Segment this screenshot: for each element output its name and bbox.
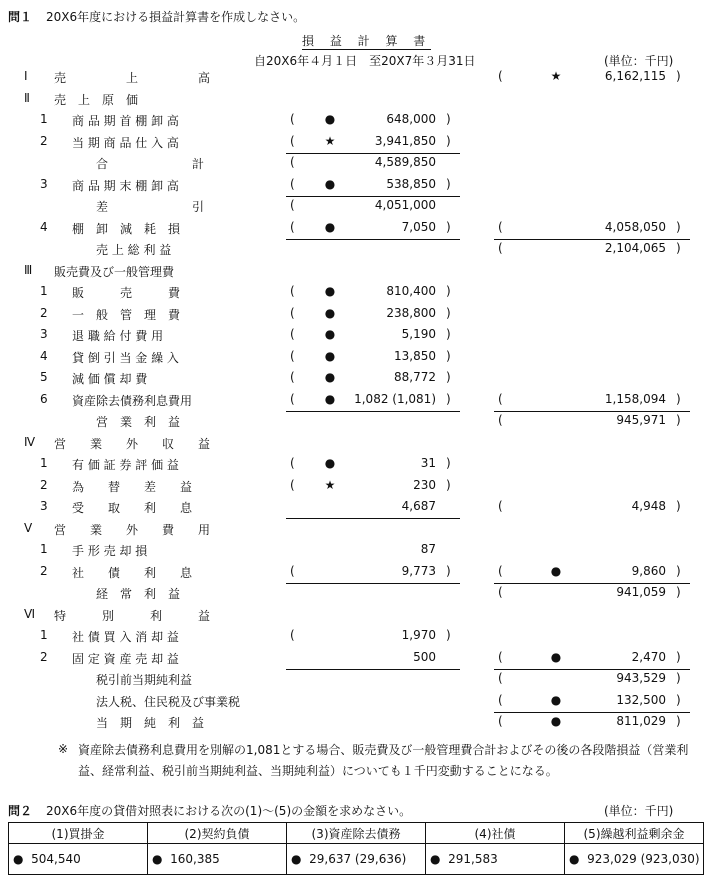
amount-outer: 4,948 (631, 499, 666, 513)
item-number: 3 (40, 176, 48, 191)
row-label: 法人税、住民税及び事業税 (96, 694, 241, 709)
bs-value: 29,637 (29,636) (309, 852, 407, 866)
item-number: 2 (40, 563, 48, 578)
underline (286, 153, 460, 154)
mark-symbol: ● (324, 348, 336, 363)
row-label: 販売費及び一般管理費 (54, 264, 175, 279)
paren-open: ( (290, 563, 295, 578)
paren-close: ) (446, 477, 451, 492)
section-numeral: Ⅴ (24, 520, 33, 535)
amount-inner: 9,773 (401, 563, 436, 578)
paren-open: ( (290, 370, 295, 384)
statement-row (0, 650, 718, 672)
paren-close: ) (446, 305, 451, 320)
amount-inner: 88,772 (394, 370, 436, 384)
bs-cell (287, 844, 426, 875)
statement-row (0, 413, 718, 435)
note-text: 資産除去債務利息費用を別解の1,081とする場合、販売費及び一般管理費合計およびその後の各段階損益（営業利益、経常利益、税引前当期純利益、当期純利益）についても１千円変動することになる。 (78, 743, 689, 778)
row-label: 受 取 利 息 (72, 501, 193, 515)
statement-row (0, 671, 718, 693)
row-label: 合 計 (96, 157, 205, 171)
mark-symbol: ★ (550, 69, 562, 83)
section-numeral: Ⅲ (24, 262, 33, 277)
underline (494, 583, 690, 584)
paren-open: ( (290, 628, 295, 642)
statement-row (0, 564, 718, 586)
paren-open: ( (290, 477, 295, 492)
mark-symbol: ● (324, 176, 336, 191)
amount-inner: 87 (420, 542, 436, 556)
statement-row (0, 521, 718, 543)
amount-outer: 132,500 (616, 692, 666, 707)
paren-close: ) (446, 370, 451, 384)
amount-inner: 1,970 (401, 628, 436, 642)
mark-symbol: ● (324, 370, 336, 384)
row-label: 販 売 費 (72, 286, 181, 300)
amount-inner: 500 (413, 649, 436, 664)
bs-value: 160,385 (170, 852, 220, 866)
section-numeral: Ⅵ (24, 606, 36, 621)
row-label: 社 債 買 入 消 却 益 (72, 630, 179, 644)
item-number: 1 (40, 456, 48, 470)
item-number: 1 (40, 542, 48, 556)
amount-inner: 4,687 (401, 499, 436, 513)
row-label: 差 引 (96, 200, 205, 214)
row-label: 営 業 利 益 (96, 415, 181, 429)
bs-value: 291,583 (448, 852, 498, 866)
item-number: 2 (40, 649, 48, 664)
statement-row (0, 456, 718, 478)
statement-row (0, 91, 718, 113)
item-number: 6 (40, 391, 48, 406)
statement-row (0, 585, 718, 607)
amount-inner: 4,051,000 (374, 198, 436, 212)
amount-outer: 2,470 (631, 649, 666, 664)
bs-mark: ● (152, 852, 163, 866)
statement-period: 自20X6年４月１日 至20X7年３月31日 (254, 54, 476, 68)
amount-inner: 810,400 (386, 284, 436, 298)
row-label: 営 業 外 収 益 (54, 436, 211, 451)
statement-row (0, 241, 718, 263)
bs-header: (1)買掛金 (9, 823, 148, 844)
amount-outer: 9,860 (631, 563, 666, 578)
paren-open: ( (290, 176, 295, 191)
row-label: 営 業 外 費 用 (54, 522, 211, 537)
paren-close: ) (676, 499, 681, 513)
bs-header: (4)社債 (426, 823, 565, 844)
bs-cell (426, 844, 565, 875)
paren-open: ( (498, 69, 503, 83)
item-number: 4 (40, 219, 48, 234)
mark-symbol: ● (324, 391, 336, 406)
paren-close: ) (446, 348, 451, 363)
paren-close: ) (676, 219, 681, 234)
statement-row (0, 112, 718, 134)
underline (286, 411, 460, 412)
mark-symbol: ● (550, 649, 562, 664)
bs-mark: ● (430, 852, 441, 866)
item-number: 4 (40, 348, 48, 363)
row-label: 貸 倒 引 当 金 繰 入 (72, 350, 179, 365)
amount-inner: 3,941,850 (374, 133, 436, 148)
paren-open: ( (498, 649, 503, 664)
amount-inner: 7,050 (401, 219, 436, 234)
statement-row (0, 220, 718, 242)
paren-close: ) (676, 585, 681, 599)
bs-mark: ● (569, 852, 580, 866)
bs-header: (3)資産除去債務 (287, 823, 426, 844)
paren-open: ( (290, 284, 295, 298)
bs-cell (9, 844, 148, 875)
mark-symbol: ● (324, 112, 336, 126)
row-label: 資産除去債務利息費用 (72, 393, 193, 408)
amount-outer: 811,029 (616, 714, 666, 728)
amount-outer: 4,058,050 (604, 219, 666, 234)
item-number: 3 (40, 327, 48, 341)
bs-value: 923,029 (923,030) (587, 852, 700, 866)
statement-row (0, 370, 718, 392)
bs-header: (5)繰越利益剰余金 (565, 823, 704, 844)
paren-open: ( (290, 112, 295, 126)
paren-open: ( (290, 391, 295, 406)
paren-close: ) (446, 284, 451, 298)
section-numeral: Ⅳ (24, 434, 36, 449)
statement-row (0, 327, 718, 349)
statement-row (0, 628, 718, 650)
row-label: 棚 卸 減 耗 損 (72, 221, 181, 236)
paren-open: ( (498, 499, 503, 513)
underline (494, 239, 690, 240)
underline (494, 712, 690, 713)
paren-close: ) (446, 133, 451, 148)
item-number: 2 (40, 133, 48, 148)
bs-mark: ● (291, 852, 302, 866)
underline (494, 411, 690, 412)
item-number: 5 (40, 370, 48, 384)
statement-row (0, 69, 718, 91)
paren-close: ) (446, 112, 451, 126)
underline (494, 669, 690, 670)
row-label: 固 定 資 産 売 却 益 (72, 651, 179, 666)
statement-row (0, 284, 718, 306)
item-number: 2 (40, 305, 48, 320)
amount-outer: 945,971 (616, 413, 666, 427)
paren-open: ( (290, 155, 295, 169)
underline (286, 669, 460, 670)
statement-row (0, 542, 718, 564)
row-label: 一 般 管 理 費 (72, 307, 181, 322)
underline (286, 518, 460, 519)
amount-inner: 13,850 (394, 348, 436, 363)
row-label: 手 形 売 却 損 (72, 544, 148, 558)
paren-open: ( (498, 563, 503, 578)
row-label: 社 債 利 息 (72, 565, 193, 580)
section-numeral: Ⅰ (24, 69, 28, 83)
paren-open: ( (498, 671, 503, 685)
paren-close: ) (676, 649, 681, 664)
bs-header: (2)契約負債 (148, 823, 287, 844)
q2-unit-label: (単位：千円) (604, 804, 674, 818)
paren-close: ) (676, 563, 681, 578)
statement-row (0, 306, 718, 328)
paren-close: ) (446, 391, 451, 406)
amount-outer: 2,104,065 (604, 241, 666, 255)
amount-inner: 230 (413, 477, 436, 492)
statement-row (0, 134, 718, 156)
note-mark: ※ (58, 742, 69, 756)
section-numeral: Ⅱ (24, 90, 30, 105)
paren-open: ( (498, 585, 503, 599)
paren-open: ( (290, 198, 295, 212)
bs-cell (148, 844, 287, 875)
statement-row (0, 198, 718, 220)
balance-sheet-table (8, 822, 704, 875)
paren-close: ) (676, 692, 681, 707)
row-label: 売 上 総 利 益 (96, 243, 172, 257)
amount-outer: 1,158,094 (604, 391, 666, 406)
paren-open: ( (498, 692, 503, 707)
mark-symbol: ● (324, 456, 336, 470)
item-number: 1 (40, 112, 48, 126)
paren-open: ( (290, 456, 295, 470)
statement-row (0, 499, 718, 521)
underline (286, 239, 460, 240)
row-label: 売 上 高 (54, 71, 211, 85)
amount-inner: 31 (420, 456, 436, 470)
paren-open: ( (290, 348, 295, 363)
row-label: 商 品 期 末 棚 卸 高 (72, 178, 179, 193)
row-label: 当 期 純 利 益 (96, 716, 205, 730)
bs-value: 504,540 (31, 852, 81, 866)
row-label: 有 価 証 券 評 価 益 (72, 458, 179, 472)
row-label: 特 別 利 益 (54, 608, 211, 623)
item-number: 1 (40, 628, 48, 642)
paren-open: ( (290, 133, 295, 148)
statement-row (0, 714, 718, 736)
statement-row (0, 693, 718, 715)
paren-close: ) (676, 69, 681, 83)
paren-close: ) (446, 219, 451, 234)
statement-row (0, 607, 718, 629)
paren-open: ( (498, 391, 503, 406)
mark-symbol: ● (550, 692, 562, 707)
amount-outer: 6,162,115 (604, 69, 666, 83)
row-label: 減 価 償 却 費 (72, 372, 148, 386)
mark-symbol: ● (324, 284, 336, 298)
statement-row (0, 392, 718, 414)
item-number: 2 (40, 477, 48, 492)
statement-row (0, 177, 718, 199)
amount-inner: 238,800 (386, 305, 436, 320)
paren-close: ) (446, 176, 451, 191)
paren-close: ) (676, 671, 681, 685)
amount-inner: 538,850 (386, 176, 436, 191)
amount-outer: 943,529 (616, 671, 666, 685)
underline (286, 583, 460, 584)
paren-close: ) (676, 714, 681, 728)
amount-outer: 941,059 (616, 585, 666, 599)
mark-symbol: ★ (324, 477, 336, 492)
paren-open: ( (498, 241, 503, 255)
statement-row (0, 155, 718, 177)
statement-row (0, 349, 718, 371)
paren-open: ( (498, 413, 503, 427)
bs-mark: ● (13, 852, 24, 866)
amount-inner: 4,589,850 (374, 155, 436, 169)
paren-close: ) (446, 456, 451, 470)
mark-symbol: ● (324, 305, 336, 320)
mark-symbol: ● (550, 714, 562, 728)
paren-open: ( (290, 305, 295, 320)
statement-row (0, 478, 718, 500)
q2-instruction: 20X6年度の貸借対照表における次の(1)～(5)の金額を求めなさい。 (46, 804, 412, 818)
statement-title: 損 益 計 算 書 (302, 34, 432, 48)
row-label: 退 職 給 付 費 用 (72, 329, 164, 343)
amount-inner: 5,190 (401, 327, 436, 341)
paren-close: ) (446, 628, 451, 642)
statement-row (0, 435, 718, 457)
mark-symbol: ● (324, 219, 336, 234)
paren-close: ) (446, 563, 451, 578)
paren-open: ( (290, 219, 295, 234)
mark-symbol: ● (550, 563, 562, 578)
paren-open: ( (498, 219, 503, 234)
paren-close: ) (446, 327, 451, 341)
amount-inner: 648,000 (386, 112, 436, 126)
row-label: 売 上 原 価 (54, 92, 139, 107)
underline (286, 196, 460, 197)
paren-close: ) (676, 241, 681, 255)
q1-label: 問１ (8, 10, 33, 24)
row-label: 税引前当期純利益 (96, 673, 193, 687)
bs-cell (565, 844, 704, 875)
paren-close: ) (676, 391, 681, 406)
q1-instruction: 20X6年度における損益計算書を作成しなさい。 (46, 10, 306, 24)
row-label: 経 常 利 益 (96, 587, 181, 601)
q2-label: 問２ (8, 804, 33, 818)
paren-open: ( (498, 714, 503, 728)
row-label: 商 品 期 首 棚 卸 高 (72, 114, 179, 128)
item-number: 3 (40, 499, 48, 513)
statement-row (0, 263, 718, 285)
mark-symbol: ★ (324, 133, 336, 148)
paren-close: ) (676, 413, 681, 427)
amount-inner: 1,082 (1,081) (354, 391, 436, 406)
item-number: 1 (40, 284, 48, 298)
mark-symbol: ● (324, 327, 336, 341)
unit-label: (単位：千円) (604, 54, 674, 68)
row-label: 為 替 差 益 (72, 479, 193, 494)
row-label: 当 期 商 品 仕 入 高 (72, 135, 179, 150)
paren-open: ( (290, 327, 295, 341)
